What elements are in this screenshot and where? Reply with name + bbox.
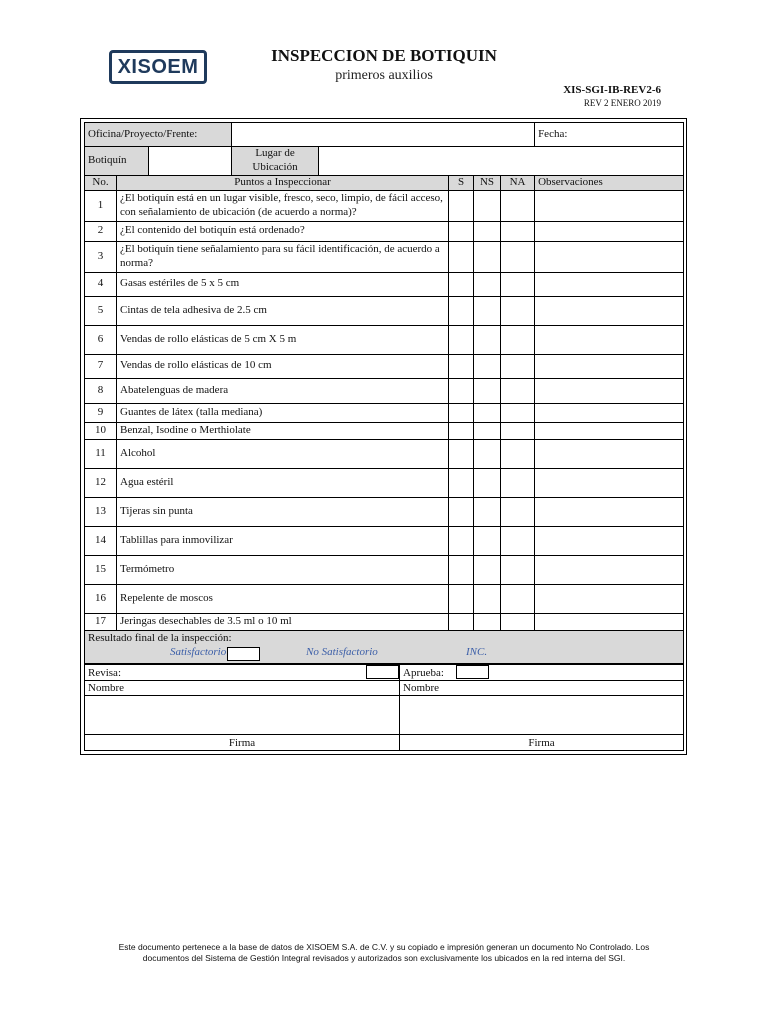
inc-label: INC. — [466, 645, 488, 658]
row-inspection-point: Gasas estériles de 5 x 5 cm — [117, 272, 449, 296]
check-ns[interactable] — [474, 221, 501, 241]
check-s[interactable] — [449, 241, 474, 272]
row-number: 12 — [85, 468, 117, 497]
row-number: 17 — [85, 613, 117, 630]
header-points: Puntos a Inspeccionar — [117, 176, 449, 191]
row-inspection-point: Jeringas desechables de 3.5 ml o 10 ml — [117, 613, 449, 630]
table-row — [85, 241, 684, 272]
row-inspection-point: Abatelenguas de madera — [117, 378, 449, 403]
row-inspection-point: ¿El contenido del botiquín está ordenado? — [117, 221, 449, 241]
table-row — [85, 584, 684, 613]
check-na[interactable] — [501, 584, 535, 613]
row-number: 10 — [85, 422, 117, 439]
table-row — [85, 272, 684, 296]
observations-field[interactable] — [535, 422, 684, 439]
check-na[interactable] — [501, 325, 535, 354]
table-row — [85, 403, 684, 422]
check-ns[interactable] — [474, 468, 501, 497]
row-inspection-point: Benzal, Isodine o Merthiolate — [117, 422, 449, 439]
check-ns[interactable] — [474, 584, 501, 613]
document-title: INSPECCION DE BOTIQUIN — [271, 46, 497, 65]
header-no: No. — [85, 176, 117, 191]
date-field[interactable] — [535, 123, 684, 147]
observations-field[interactable] — [535, 555, 684, 584]
approver-name-label: Nombre — [400, 681, 684, 696]
row-inspection-point: Agua estéril — [117, 468, 449, 497]
row-number: 4 — [85, 272, 117, 296]
check-s[interactable] — [449, 526, 474, 555]
check-ns[interactable] — [474, 422, 501, 439]
row-number: 1 — [85, 190, 117, 221]
row-number: 13 — [85, 497, 117, 526]
check-s[interactable] — [449, 555, 474, 584]
table-row — [85, 422, 684, 439]
check-s[interactable] — [449, 325, 474, 354]
check-na[interactable] — [501, 190, 535, 221]
check-na[interactable] — [501, 526, 535, 555]
header-s: S — [449, 176, 474, 191]
check-na[interactable] — [501, 241, 535, 272]
office-label: Oficina/Proyecto/Frente: — [85, 123, 232, 147]
row-inspection-point: Termómetro — [117, 555, 449, 584]
header-ns: NS — [474, 176, 501, 191]
observations-field[interactable] — [535, 325, 684, 354]
table-row — [85, 296, 684, 325]
table-row — [85, 497, 684, 526]
result-row — [85, 630, 684, 663]
table-row — [85, 613, 684, 630]
footer-disclaimer: Este documento pertenece a la base de datos de XISOEM S.A. de C.V. y su copiado e impresión generan un documento No Controlado. Los documentos del Sistema de Gestión Integral revisados y autorizados son exclusivamente los ubicados en la red interna del SGI. — [118, 942, 650, 964]
row-number: 2 — [85, 221, 117, 241]
check-s[interactable] — [449, 272, 474, 296]
observations-field[interactable] — [535, 378, 684, 403]
table-row — [85, 221, 684, 241]
approver-name-field[interactable] — [400, 696, 684, 735]
row-inspection-point: Tijeras sin punta — [117, 497, 449, 526]
row-number: 7 — [85, 354, 117, 378]
check-ns[interactable] — [474, 439, 501, 468]
location-field[interactable] — [319, 147, 684, 176]
row-inspection-point: ¿El botiquín está en un lugar visible, fresco, seco, limpio, de fácil acceso, con señalamiento de ubicación (de acuerdo a norma)? — [117, 190, 449, 221]
check-ns[interactable] — [474, 555, 501, 584]
observations-field[interactable] — [535, 296, 684, 325]
reviewer-name-label: Nombre — [85, 681, 400, 696]
observations-field[interactable] — [535, 439, 684, 468]
row-number: 8 — [85, 378, 117, 403]
signature-table — [84, 664, 684, 751]
check-na[interactable] — [501, 296, 535, 325]
check-ns[interactable] — [474, 497, 501, 526]
satisfactory-label: Satisfactorio — [170, 645, 227, 658]
observations-field[interactable] — [535, 584, 684, 613]
document-code: XIS-SGI-IB-REV2-6 — [563, 84, 661, 96]
table-row — [85, 526, 684, 555]
row-inspection-point: ¿El botiquín tiene señalamiento para su fácil identificación, de acuerdo a norma? — [117, 241, 449, 272]
check-s[interactable] — [449, 468, 474, 497]
check-s[interactable] — [449, 378, 474, 403]
not-satisfactory-label: No Satisfactorio — [306, 645, 378, 658]
inspection-form — [84, 122, 684, 664]
kit-field[interactable] — [149, 147, 232, 176]
check-na[interactable] — [501, 439, 535, 468]
header-observations: Observaciones — [535, 176, 684, 191]
reviewer-name-field[interactable] — [85, 696, 400, 735]
result-options — [88, 646, 680, 662]
observations-field[interactable] — [535, 221, 684, 241]
check-na[interactable] — [501, 468, 535, 497]
check-ns[interactable] — [474, 296, 501, 325]
reviews-label: Revisa: — [88, 666, 121, 679]
check-ns[interactable] — [474, 241, 501, 272]
check-ns[interactable] — [474, 613, 501, 630]
row-number: 9 — [85, 403, 117, 422]
row-inspection-point: Tablillas para inmovilizar — [117, 526, 449, 555]
row-number: 6 — [85, 325, 117, 354]
row-inspection-point: Vendas de rollo elásticas de 5 cm X 5 m — [117, 325, 449, 354]
check-ns[interactable] — [474, 190, 501, 221]
check-ns[interactable] — [474, 272, 501, 296]
row-number: 5 — [85, 296, 117, 325]
row-number: 14 — [85, 526, 117, 555]
check-na[interactable] — [501, 354, 535, 378]
observations-field[interactable] — [535, 526, 684, 555]
table-row — [85, 325, 684, 354]
date-label: Fecha: — [538, 127, 568, 140]
table-row — [85, 555, 684, 584]
observations-field[interactable] — [535, 354, 684, 378]
office-field[interactable] — [232, 123, 535, 147]
approves-cell — [400, 665, 684, 681]
table-row — [85, 354, 684, 378]
not-satisfactory-checkbox[interactable] — [366, 665, 399, 679]
check-ns[interactable] — [474, 354, 501, 378]
observations-field[interactable] — [535, 190, 684, 221]
row-number: 16 — [85, 584, 117, 613]
row-number: 3 — [85, 241, 117, 272]
check-na[interactable] — [501, 221, 535, 241]
check-s[interactable] — [449, 497, 474, 526]
check-na[interactable] — [501, 272, 535, 296]
document-revision: REV 2 ENERO 2019 — [583, 98, 661, 108]
check-ns[interactable] — [474, 325, 501, 354]
observations-field[interactable] — [535, 241, 684, 272]
row-number: 15 — [85, 555, 117, 584]
observations-field[interactable] — [535, 497, 684, 526]
document-subtitle: primeros auxilios — [335, 68, 433, 83]
check-na[interactable] — [501, 403, 535, 422]
check-s[interactable] — [449, 190, 474, 221]
check-s[interactable] — [449, 354, 474, 378]
observations-field[interactable] — [535, 272, 684, 296]
header-na: NA — [501, 176, 535, 191]
location-label: Lugar de Ubicación — [232, 147, 319, 176]
row-inspection-point: Alcohol — [117, 439, 449, 468]
satisfactory-checkbox[interactable] — [227, 647, 260, 661]
check-na[interactable] — [501, 422, 535, 439]
check-s[interactable] — [449, 584, 474, 613]
row-inspection-point: Vendas de rollo elásticas de 10 cm — [117, 354, 449, 378]
table-row — [85, 378, 684, 403]
observations-field[interactable] — [535, 468, 684, 497]
reviewer-signature[interactable]: Firma — [85, 735, 400, 751]
check-s[interactable] — [449, 403, 474, 422]
table-row — [85, 190, 684, 221]
inc-checkbox[interactable] — [456, 665, 489, 679]
reviews-cell — [85, 665, 400, 681]
row-inspection-point: Repelente de moscos — [117, 584, 449, 613]
check-s[interactable] — [449, 422, 474, 439]
check-ns[interactable] — [474, 403, 501, 422]
table-header-row — [85, 176, 684, 191]
check-ns[interactable] — [474, 378, 501, 403]
kit-label: Botiquín — [85, 147, 149, 176]
row-number: 11 — [85, 439, 117, 468]
company-logo: XISOEM — [109, 50, 207, 84]
row-inspection-point: Guantes de látex (talla mediana) — [117, 403, 449, 422]
approver-signature[interactable]: Firma — [400, 735, 684, 751]
result-label: Resultado final de la inspección: — [88, 631, 232, 644]
check-na[interactable] — [501, 497, 535, 526]
table-row — [85, 468, 684, 497]
row-inspection-point: Cintas de tela adhesiva de 2.5 cm — [117, 296, 449, 325]
observations-field[interactable] — [535, 613, 684, 630]
check-na[interactable] — [501, 555, 535, 584]
check-s[interactable] — [449, 296, 474, 325]
check-s[interactable] — [449, 613, 474, 630]
check-s[interactable] — [449, 439, 474, 468]
check-na[interactable] — [501, 613, 535, 630]
observations-field[interactable] — [535, 403, 684, 422]
check-s[interactable] — [449, 221, 474, 241]
approves-label: Aprueba: — [403, 666, 444, 679]
table-row — [85, 439, 684, 468]
check-na[interactable] — [501, 378, 535, 403]
check-ns[interactable] — [474, 526, 501, 555]
